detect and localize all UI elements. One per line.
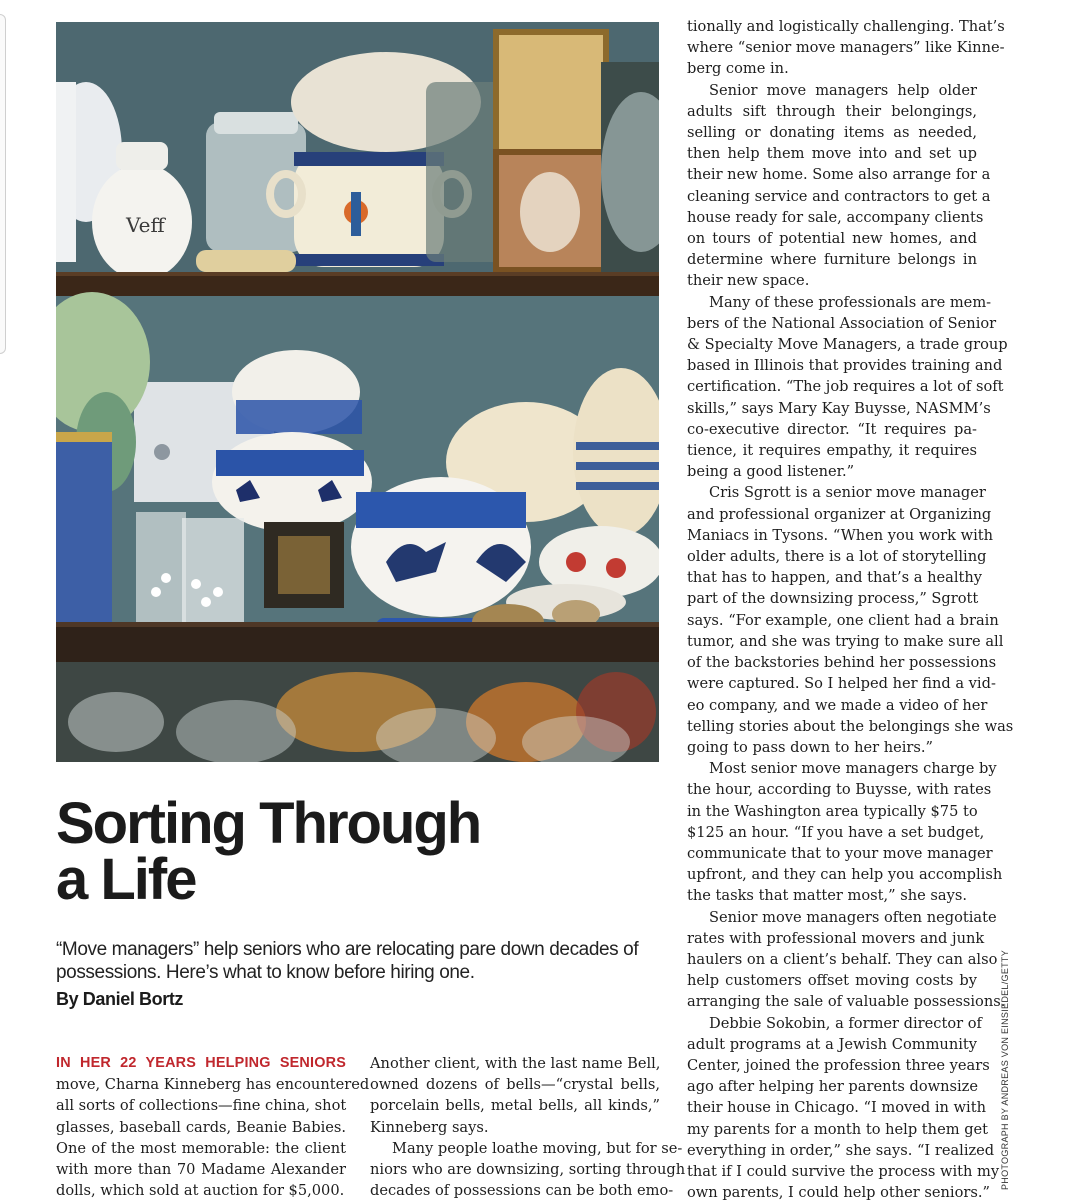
- china-shelves-illustration: [56, 22, 659, 762]
- col3-text-line: cleaning service and contractors to get a: [687, 187, 991, 205]
- col3-text-line: arranging the sale of valuable possessions.: [687, 993, 1006, 1011]
- col3-text-line: rates with professional movers and junk: [687, 929, 985, 947]
- col3-text-line: and professional organizer at Organizing: [687, 505, 992, 523]
- article-photo: [56, 22, 659, 762]
- col3-text-line: their new space.: [687, 272, 810, 290]
- col3-text-line: that if I could survive the process with my: [687, 1162, 1000, 1180]
- col3-text-line: Debbie Sokobin, a former director of: [709, 1014, 982, 1032]
- article-byline: By Daniel Bortz: [56, 989, 184, 1009]
- col2-text-line: Kinneberg says.: [370, 1118, 489, 1136]
- col3-text-line: the hour, according to Buysse, with rates: [687, 781, 992, 799]
- col3-text-line: Many of these professionals are mem-: [709, 293, 992, 311]
- col3-text-line: certification. “The job requires a lot of soft: [687, 378, 1004, 396]
- col3-text-line: their new home. Some also arrange for a: [687, 166, 991, 184]
- col3-text-line: the tasks that matter most,” she says.: [687, 887, 967, 905]
- col1-text-line: One of the most memorable: the client: [56, 1139, 346, 1157]
- col3-text-line: adult programs at a Jewish Community: [687, 1035, 977, 1053]
- col3-text-line: says. “For example, one client had a brain: [687, 611, 999, 629]
- col3-text-line: everything in order,” she says. “I realized: [687, 1141, 995, 1159]
- col3-text-line: $125 an hour. “If you have a set budget,: [687, 823, 985, 841]
- col3-text-line: Senior move managers help older: [709, 81, 977, 99]
- col3-text-line: berg come in.: [687, 60, 789, 78]
- col1-text-line: all sorts of collections—fine china, shot: [56, 1097, 347, 1115]
- lead-in: IN HER 22 YEARS HELPING SENIORS: [56, 1055, 346, 1071]
- body-column-2: [370, 1053, 686, 1200]
- col3-text-line: ago after helping her parents downsize: [687, 1078, 978, 1096]
- col3-text-line: of the backstories behind her possessions: [687, 654, 997, 672]
- col3-text-line: telling stories about the belongings she was: [687, 717, 1014, 735]
- col3-text-line: being a good listener.”: [687, 463, 855, 481]
- body-column-1: [56, 1053, 370, 1200]
- col3-text-line: that has to happen, and that’s a healthy: [687, 569, 983, 587]
- col3-text-line: part of the downsizing process,” Sgrott: [687, 590, 979, 608]
- col3-text-line: eo company, and we made a video of her: [687, 696, 988, 714]
- col3-text-line: house ready for sale, accompany clients: [687, 208, 984, 226]
- headline-line-1: Sorting Through: [56, 791, 481, 856]
- col3-text-line: then help them move into and set up: [687, 145, 977, 163]
- col2-text-line: niors who are downsizing, sorting through: [370, 1161, 686, 1179]
- article-headline: [56, 791, 616, 912]
- col3-text-line: Most senior move managers charge by: [709, 760, 997, 778]
- photo-credit: PHOTOGRAPH BY ANDREAS VON EINSIEDEL/GETTY: [1000, 949, 1010, 1190]
- headline-line-2: a Life: [56, 847, 196, 912]
- col3-text-line: were captured. So I helped her find a vid-: [687, 675, 996, 693]
- col3-text-line: & Specialty Move Managers, a trade group: [687, 336, 1008, 354]
- col3-text-line: haulers on a client’s behalf. They can also: [687, 950, 998, 968]
- col3-text-line: tumor, and she was trying to make sure all: [687, 632, 1004, 650]
- col3-text-line: tience, it requires empathy, it requires: [687, 442, 977, 460]
- col3-text-line: older adults, there is a lot of storytelling: [687, 548, 987, 566]
- col2-text-line: Many people loathe moving, but for se-: [392, 1139, 683, 1157]
- col3-text-line: in the Washington area typically $75 to: [687, 802, 978, 820]
- col3-text-line: upfront, and they can help you accomplish: [687, 866, 1003, 884]
- col3-text-line: on tours of potential new homes, and: [687, 230, 977, 248]
- col3-text-line: based in Illinois that provides training and: [687, 357, 1003, 375]
- col1-text-line: move, Charna Kinneberg has encountered: [56, 1076, 370, 1094]
- col3-text-line: Senior move managers often negotiate: [709, 908, 997, 926]
- col2-text-line: owned dozens of bells—“crystal bells,: [370, 1076, 660, 1094]
- col2-text-line: decades of possessions can be both emo-: [370, 1182, 674, 1200]
- col3-text-line: Center, joined the profession three years: [687, 1056, 990, 1074]
- col3-text-line: adults sift through their belongings,: [687, 102, 977, 120]
- col3-text-line: going to pass down to her heirs.”: [687, 738, 933, 756]
- col3-text-line: Maniacs in Tysons. “When you work with: [687, 526, 994, 544]
- col3-text-line: own parents, I could help other seniors.”: [687, 1184, 990, 1200]
- col3-text-line: co-executive director. “It requires pa-: [687, 420, 977, 438]
- col3-text-line: Cris Sgrott is a senior move manager: [709, 484, 986, 502]
- col3-text-line: help customers offset moving costs by: [687, 972, 977, 990]
- col1-text-line: glasses, baseball cards, Beanie Babies.: [56, 1118, 346, 1136]
- col1-text-line: dolls, which sold at auction for $5,000.: [56, 1182, 345, 1200]
- col3-text-line: bers of the National Association of Senior: [687, 314, 997, 332]
- col3-text-line: tionally and logistically challenging. That’s: [687, 18, 1005, 35]
- col3-text-line: where “senior move managers” like Kinne-: [687, 39, 1005, 57]
- col3-text-line: their house in Chicago. “I moved in with: [687, 1099, 986, 1117]
- col3-text-line: skills,” says Mary Kay Buysse, NASMM’s: [687, 399, 991, 417]
- svg-text:Veff: Veff: [126, 213, 165, 237]
- col3-text-line: selling or donating items as needed,: [687, 124, 977, 142]
- col2-text-line: Another client, with the last name Bell,: [370, 1055, 661, 1072]
- col2-text-line: porcelain bells, metal bells, all kinds,”: [370, 1097, 660, 1115]
- col3-text-line: determine where furniture belongs in: [687, 251, 977, 269]
- page-edge-tab: [0, 14, 6, 354]
- col1-text-line: with more than 70 Madame Alexander: [56, 1161, 346, 1179]
- col3-text-line: my parents for a month to help them get: [687, 1120, 989, 1138]
- col3-text-line: communicate that to your move manager: [687, 844, 993, 862]
- article-deck: “Move managers” help seniors who are relocating pare down decades of possessions. Here’s what to know before hiring one.: [56, 939, 639, 983]
